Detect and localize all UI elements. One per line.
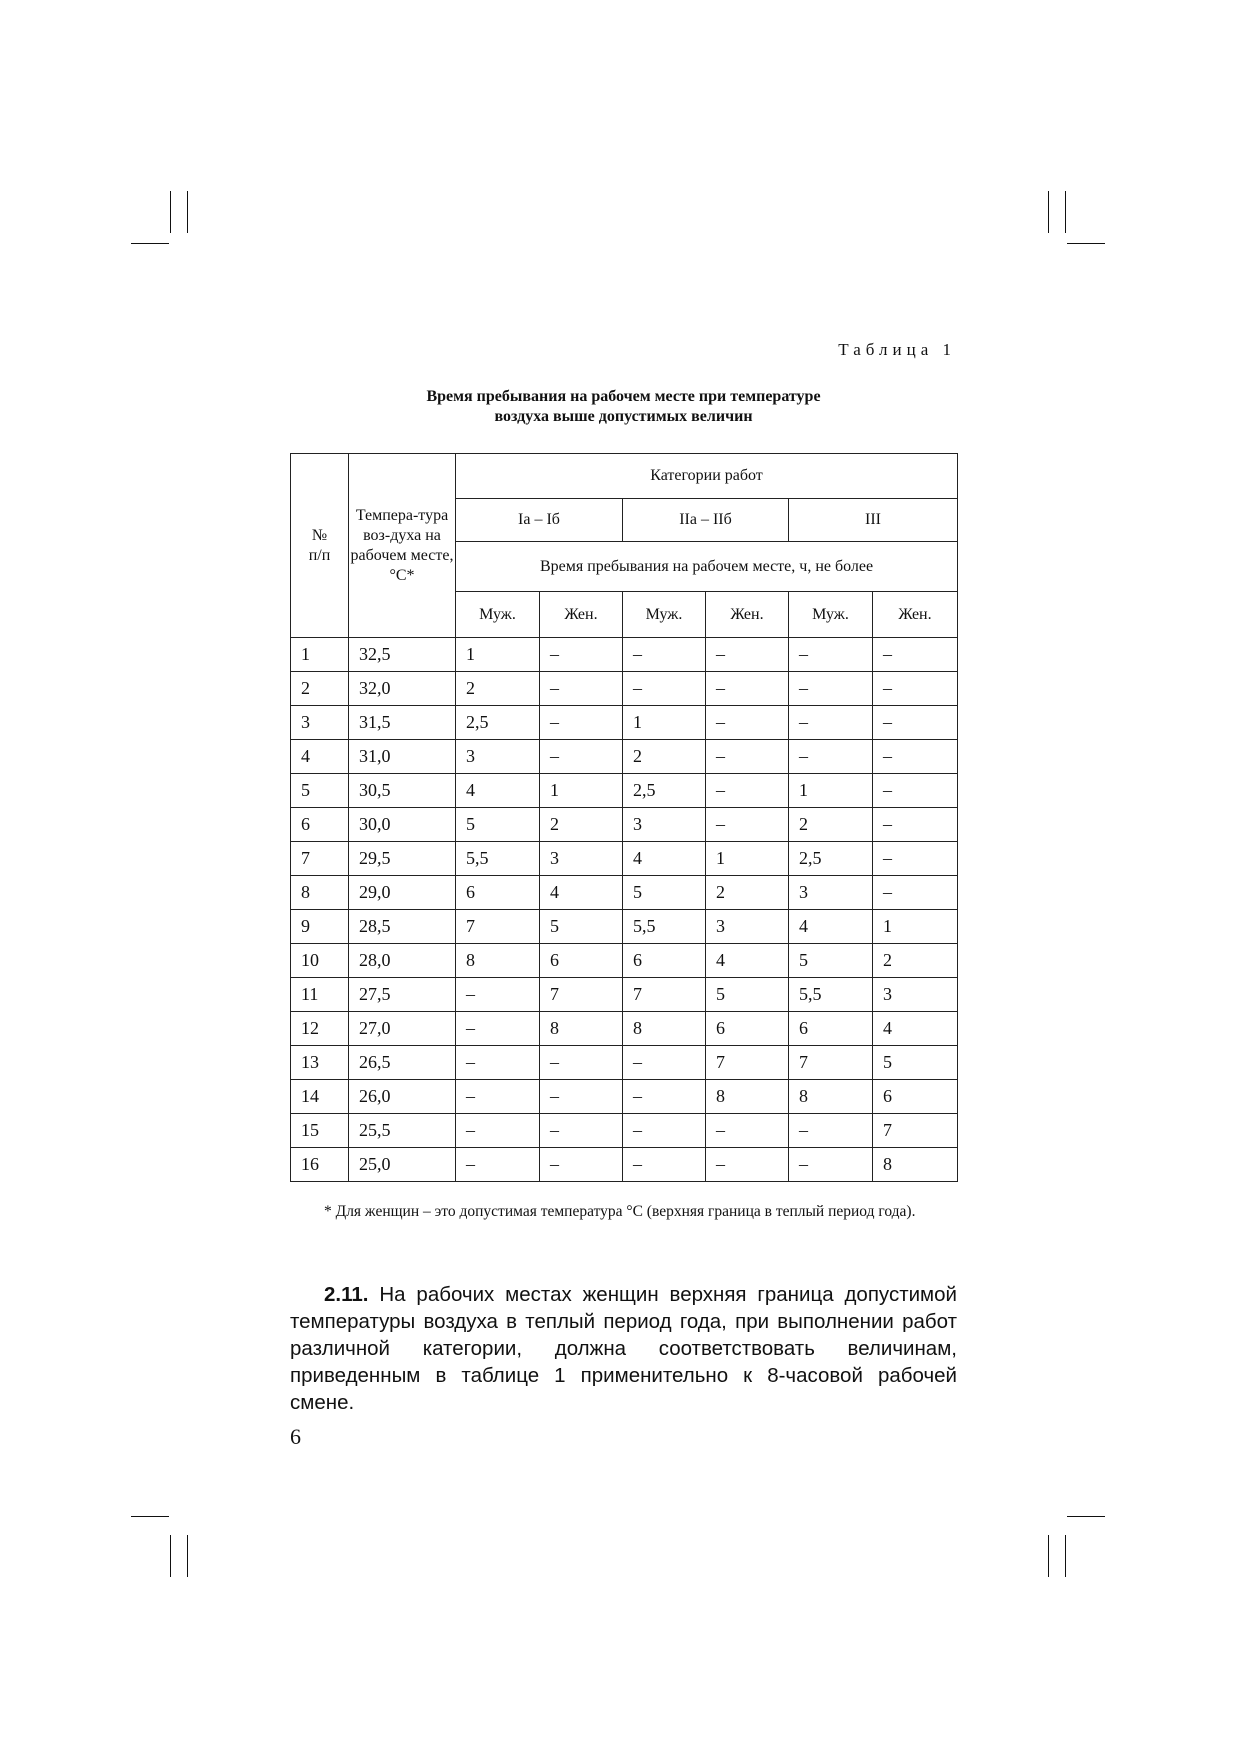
crop-mark [1065,1535,1066,1577]
table-cell: 2,5 [623,774,706,808]
paragraph-text: На рабочих местах женщин верхняя граница допустимой температуры воздуха в теплый период года, при выполнении работ различной категории, должна соответствовать величинам, приведенным в таблице 1 применительно к 8-часовой рабочей смене. [290,1283,957,1414]
table-cell: 12 [291,1012,349,1046]
table-cell: – [789,1148,873,1182]
table-row [291,1080,958,1114]
table-cell: 8 [706,1080,789,1114]
table-cell: 5 [456,808,540,842]
header-category-2: IIа – IIб [623,499,789,542]
table-cell: – [540,1046,623,1080]
table-cell: 15 [291,1114,349,1148]
table-cell: 5,5 [623,910,706,944]
table-cell: – [873,774,958,808]
table-cell: 2 [540,808,623,842]
table-cell: 6 [291,808,349,842]
header-category-1: Iа – Iб [456,499,623,542]
table-cell: – [789,638,873,672]
table-cell: 2 [706,876,789,910]
table-cell: – [873,672,958,706]
table-cell: – [789,672,873,706]
table-row [291,1012,958,1046]
table-cell: 2,5 [789,842,873,876]
paragraph-number: 2.11. [324,1283,369,1306]
header-female: Жен. [706,592,789,638]
table-title [290,387,957,427]
table-cell: 3 [540,842,623,876]
table-cell: – [873,706,958,740]
table-cell: 26,0 [349,1080,456,1114]
table-row [291,638,958,672]
table-cell: – [706,706,789,740]
table-cell: 8 [456,944,540,978]
table-cell: 16 [291,1148,349,1182]
header-category-3: III [789,499,958,542]
table-cell: 2 [789,808,873,842]
header-female: Жен. [873,592,958,638]
table-cell: 28,0 [349,944,456,978]
crop-mark [187,191,188,233]
table-cell: – [456,1012,540,1046]
table-cell: 1 [456,638,540,672]
table-cell: 7 [291,842,349,876]
table-cell: – [456,1046,540,1080]
table-cell: – [706,808,789,842]
table-cell: 13 [291,1046,349,1080]
header-number [291,454,349,638]
crop-mark [1065,191,1066,233]
table-cell: – [706,774,789,808]
table-cell: 29,5 [349,842,456,876]
table-cell: – [623,672,706,706]
table-cell: 6 [456,876,540,910]
data-table [290,453,958,1182]
table-cell: 6 [706,1012,789,1046]
table-cell: 7 [456,910,540,944]
table-cell: – [873,876,958,910]
table-cell: – [706,1114,789,1148]
table-cell: 5,5 [456,842,540,876]
table-cell: – [873,740,958,774]
table-cell: – [456,978,540,1012]
crop-mark [187,1535,188,1577]
header-number-symbol: № [311,526,328,544]
table-row [291,978,958,1012]
header-female: Жен. [540,592,623,638]
table-title-line: воздуха выше допустимых величин [494,408,753,425]
table-cell: – [873,842,958,876]
table-cell: 5 [789,944,873,978]
table-cell: 27,0 [349,1012,456,1046]
table-label: Таблица 1 [838,340,956,359]
table-cell: 8 [623,1012,706,1046]
table-cell: 4 [540,876,623,910]
table-row [291,876,958,910]
table-cell: – [706,638,789,672]
table-cell: 3 [291,706,349,740]
header-male: Муж. [623,592,706,638]
table-cell: – [540,1114,623,1148]
crop-mark [170,191,171,233]
table-cell: 28,5 [349,910,456,944]
table-cell: 5 [540,910,623,944]
table-cell: – [623,1114,706,1148]
table-cell: 7 [873,1114,958,1148]
body-paragraph [290,1281,957,1416]
table-cell: 6 [540,944,623,978]
crop-mark [131,243,169,244]
table-cell: – [789,706,873,740]
table-cell: 25,5 [349,1114,456,1148]
table-cell: – [623,1080,706,1114]
table-cell: 5 [291,774,349,808]
table-cell: 6 [789,1012,873,1046]
header-male: Муж. [789,592,873,638]
table-cell: 1 [706,842,789,876]
table-cell: 4 [291,740,349,774]
table-cell: – [706,672,789,706]
table-cell: 31,0 [349,740,456,774]
table-cell: – [789,740,873,774]
table-cell: – [623,1046,706,1080]
table-cell: 29,0 [349,876,456,910]
table-cell: 4 [706,944,789,978]
crop-mark [170,1535,171,1577]
table-row [291,1148,958,1182]
table-cell: – [540,740,623,774]
table-cell: 27,5 [349,978,456,1012]
crop-mark [131,1516,169,1517]
table-cell: 5 [706,978,789,1012]
table-cell: – [540,1148,623,1182]
table-cell: 4 [789,910,873,944]
table-cell: 2 [456,672,540,706]
table-cell: 3 [456,740,540,774]
table-cell: 32,5 [349,638,456,672]
table-cell: 6 [623,944,706,978]
table-cell: 3 [873,978,958,1012]
table-row [291,944,958,978]
header-male: Муж. [456,592,540,638]
table-cell: 3 [789,876,873,910]
table-cell: 5,5 [789,978,873,1012]
table-cell: – [456,1114,540,1148]
table-cell: 1 [873,910,958,944]
table-cell: 25,0 [349,1148,456,1182]
table-cell: 32,0 [349,672,456,706]
table-cell: 8 [540,1012,623,1046]
table-cell: – [873,638,958,672]
table-cell: – [540,672,623,706]
table-cell: 26,5 [349,1046,456,1080]
table-cell: 14 [291,1080,349,1114]
table-cell: 8 [789,1080,873,1114]
table-cell: – [540,706,623,740]
table-row [291,706,958,740]
table-cell: 5 [873,1046,958,1080]
table-cell: 1 [540,774,623,808]
table-row [291,842,958,876]
table-title-line: Время пребывания на рабочем месте при температуре [426,388,821,405]
table-cell: 5 [623,876,706,910]
table-cell: – [623,638,706,672]
table-cell: – [540,1080,623,1114]
table-cell: 2 [873,944,958,978]
header-temperature: Темпера-тура воз-духа на рабочем месте, °С* [349,454,456,638]
table-cell: 7 [540,978,623,1012]
table-cell: – [540,638,623,672]
table-cell: 7 [706,1046,789,1080]
table-cell: – [706,1148,789,1182]
table-cell: 4 [623,842,706,876]
header-duration: Время пребывания на рабочем месте, ч, не более [456,542,958,592]
table-cell: 2,5 [456,706,540,740]
table-row [291,1046,958,1080]
crop-mark [1067,1516,1105,1517]
table-cell: – [456,1080,540,1114]
table-row [291,1114,958,1148]
table-cell: 3 [623,808,706,842]
table-row [291,672,958,706]
table-body [291,638,958,1182]
table-row [291,774,958,808]
table-cell: 6 [873,1080,958,1114]
table-row [291,808,958,842]
table-cell: – [789,1114,873,1148]
footnote: * Для женщин – это допустимая температура °С (верхняя граница в теплый период года). [324,1203,916,1220]
table-cell: 1 [291,638,349,672]
table-cell: 1 [789,774,873,808]
table-cell: – [873,808,958,842]
crop-mark [1048,1535,1049,1577]
table-row [291,910,958,944]
crop-mark [1048,191,1049,233]
table-cell: 30,0 [349,808,456,842]
table-cell: 8 [873,1148,958,1182]
table-cell: 2 [291,672,349,706]
table-cell: 4 [873,1012,958,1046]
table-cell: 11 [291,978,349,1012]
page-number: 6 [290,1424,301,1449]
table-cell: – [623,1148,706,1182]
table-cell: 2 [623,740,706,774]
crop-mark [1067,243,1105,244]
header-number-abbr: п/п [308,546,331,564]
table-cell: 8 [291,876,349,910]
table-row [291,740,958,774]
table-cell: 1 [623,706,706,740]
table-cell: 7 [789,1046,873,1080]
table-cell: 3 [706,910,789,944]
table-cell: 4 [456,774,540,808]
table-cell: – [706,740,789,774]
table-cell: – [456,1148,540,1182]
table-cell: 9 [291,910,349,944]
table-cell: 31,5 [349,706,456,740]
header-categories: Категории работ [456,454,958,499]
table-cell: 7 [623,978,706,1012]
table-cell: 30,5 [349,774,456,808]
table-cell: 10 [291,944,349,978]
